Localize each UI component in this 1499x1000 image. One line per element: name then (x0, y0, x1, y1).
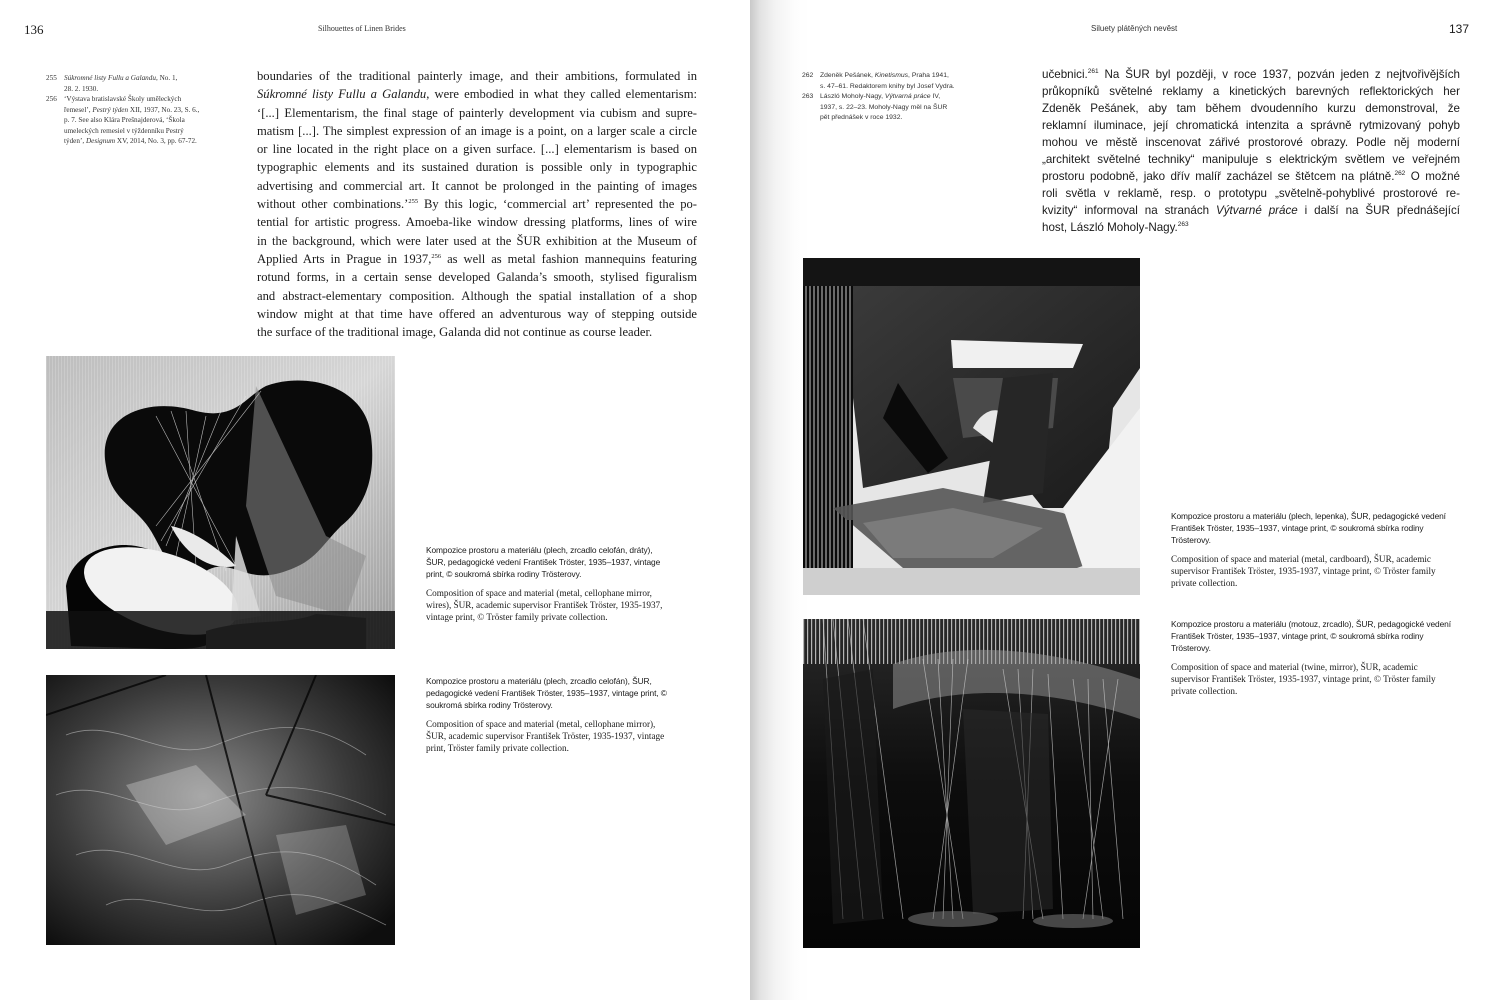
footnote-number: 256 (46, 95, 57, 103)
caption-english: Composition of space and material (metal, cardboard), ŠUR, academic supervisor František Tröster, 1935-1937, vintage print, © Tröster family private collection. (1171, 554, 1436, 588)
caption-photo-2 (426, 676, 671, 763)
body-line: průkopníků světelné reklamy a kinetických barevných reflektorických her (1042, 85, 1460, 98)
right-page (750, 0, 1499, 1000)
body-line: typographic elements and its sustained duration is possible only in typographic (257, 160, 697, 175)
footnote (802, 92, 1002, 124)
caption-czech: Kompozice prostoru a materiálu (plech, zrcadlo celofán, dráty), ŠUR, pedagogické vedení František Tröster, 1935–1937, vintage print, © soukromá sbírka rodiny Trösterovy. (426, 545, 661, 579)
body-line: in the background, which were later used at the ŠUR exhibition at the Museum of (257, 233, 697, 248)
page-number: 136 (24, 22, 44, 37)
body-line: boundaries of the traditional painterly image, and their ambitions, formulated in (257, 69, 697, 83)
body-text (1042, 66, 1460, 236)
body-line: tential for artistic progress. Amoeba-like window dressing platforms, lines of wire (257, 215, 697, 230)
footnote-number: 255 (46, 74, 57, 82)
caption-english: Composition of space and material (twine, mirror), ŠUR, academic supervisor František Tröster, 1935-1937, vintage print, © Tröster family private collection. (1171, 662, 1436, 696)
footnote-text: Zdeněk Pešánek, Kinetismus, Praha 1941, s. 47–61. Redaktorem knihy byl Josef Vydra. (820, 72, 955, 90)
photo-image (46, 675, 395, 945)
caption-czech: Kompozice prostoru a materiálu (motouz, zrcadlo), ŠUR, pedagogické vedení František Tröster, 1935–1937, vintage print, © soukromá sbírka rodiny Trösterovy. (1171, 619, 1451, 653)
body-line: „architekt světelné techniky“ manipuluje s elektrickým světlem ve veřejném (1042, 153, 1460, 166)
footnote (46, 73, 236, 94)
page-number: 137 (1449, 22, 1470, 36)
photo-image (46, 356, 395, 649)
body-line: rotund forms, in a certain sense developed Galanda’s smooth, stylised figuralism (257, 270, 697, 285)
body-line: Applied Arts in Prague in 1937,$^{256}$ as well as metal fashion mannequins featuring (257, 251, 697, 266)
body-line: mohou ve městě inscenovat zářivé prostorové obrazy. Podle něj moderní (1042, 136, 1460, 149)
footnote-number: 263 (802, 93, 814, 100)
body-line: reklamní iluminace, její chromatická intenzita a správně rytmizovaný pohyb (1042, 119, 1460, 132)
body-line: or line located in the right place on a given surface. [...] elementarism is based on (257, 142, 697, 157)
caption-czech: Kompozice prostoru a materiálu (plech, zrcadlo celofán), ŠUR, pedagogické vedení František Tröster, 1935–1937, vintage print, © soukromá sbírka rodiny Trösterovy. (426, 676, 667, 710)
body-line: kvizity“ informoval na stranách Výtvarné práce i další na ŠUR přednášející (1042, 204, 1460, 217)
photo-metal-cardboard-composition (803, 258, 1140, 595)
caption-english: Composition of space and material (metal, cellophane mirror, wires), ŠUR, academic supervisor František Tröster, 1935-1937, vintage print, © Tröster family private collection. (426, 588, 663, 622)
body-line: and abstract-elementary composition. Although the spatial installation of a shop (257, 288, 697, 303)
body-line: window might at that time have offered an adventurous way of stepping outside (257, 306, 697, 321)
body-text (257, 67, 697, 341)
body-line: Súkromné listy Fullu a Galandu, were embodied in what they called elementarism: (257, 87, 697, 102)
caption-photo-1 (426, 545, 671, 632)
footnote (802, 71, 1002, 92)
body-line: učebnici.$^{261}$ Na ŠUR byl později, v roce 1937, pozván jeden z nejtvořivějších (1042, 68, 1460, 81)
photo-twine-mirror-composition (803, 619, 1140, 948)
footnotes (802, 71, 1002, 124)
body-line: prostoru podobně, jako dřív malíř zacházel se štětcem na plátně.$^{262}$ O možné (1042, 170, 1460, 183)
caption-photo-3 (1171, 511, 1451, 598)
footnotes (46, 73, 236, 147)
body-line: without other combinations.’$^{255}$ By this logic, ‘commercial art’ represented the po- (257, 197, 697, 212)
photo-amoeba-wire-composition (46, 356, 395, 649)
body-line: the surface of the traditional image, Galanda did not continue as course leader. (257, 325, 653, 340)
photo-image (803, 258, 1140, 595)
caption-czech: Kompozice prostoru a materiálu (plech, lepenka), ŠUR, pedagogické vedení František Tröster, 1935–1937, vintage print, © soukromá sbírka rodiny Trösterovy. (1171, 511, 1446, 545)
body-line: roli světla v reklamě, resp. o prototypu „světelně-pohyblivé prostorové re- (1042, 187, 1460, 200)
footnote-text: László Moholy-Nagy, Výtvarná práce IV, 1937, s. 22–23. Moholy-Nagy měl na ŠUR pět přednášek v roce 1932. (820, 93, 948, 121)
running-head: Siluety plátěných nevěst (1091, 24, 1178, 33)
footnote-number: 262 (802, 72, 814, 79)
body-line: Zdeněk Pešánek, aby tam během dvoudenního kurzu demonstroval, že (1042, 102, 1460, 115)
photo-image (803, 619, 1140, 948)
photo-cellophane-mirror-composition (46, 675, 395, 945)
caption-english: Composition of space and material (metal, cellophane mirror), ŠUR, academic supervisor František Tröster, 1935-1937, vintage print, Tröster family private collection. (426, 719, 665, 753)
footnote-text: ‘Výstava bratislavské Školy uměleckých řemesel’, Pestrý týden XII, 1937, No. 23, S. 6., p. 7. See also Klára Prešnajderová, ‘Škola umeleckých remesiel v týždenníku Pestrý týden’, Designum XV, 2014, No. 3, pp. 67-72. (64, 95, 200, 145)
body-line: ‘[...] Elementarism, the final stage of painterly development via cubism and supre- (257, 105, 697, 120)
caption-photo-4 (1171, 619, 1451, 706)
running-head: Silhouettes of Linen Brides (318, 24, 406, 33)
footnote-text: Súkromné listy Fullu a Galandu, No. 1, 28. 2. 1930. (64, 74, 178, 93)
body-line: host, László Moholy-Nagy.$^{263}$ (1042, 221, 1189, 234)
footnote (46, 94, 236, 147)
body-line: matism [...]. The simplest expression of an image is a point, on a larger scale a circle (257, 123, 697, 138)
body-line: advertising and commercial art. It cannot be prolonged in the painting of images (257, 178, 697, 193)
